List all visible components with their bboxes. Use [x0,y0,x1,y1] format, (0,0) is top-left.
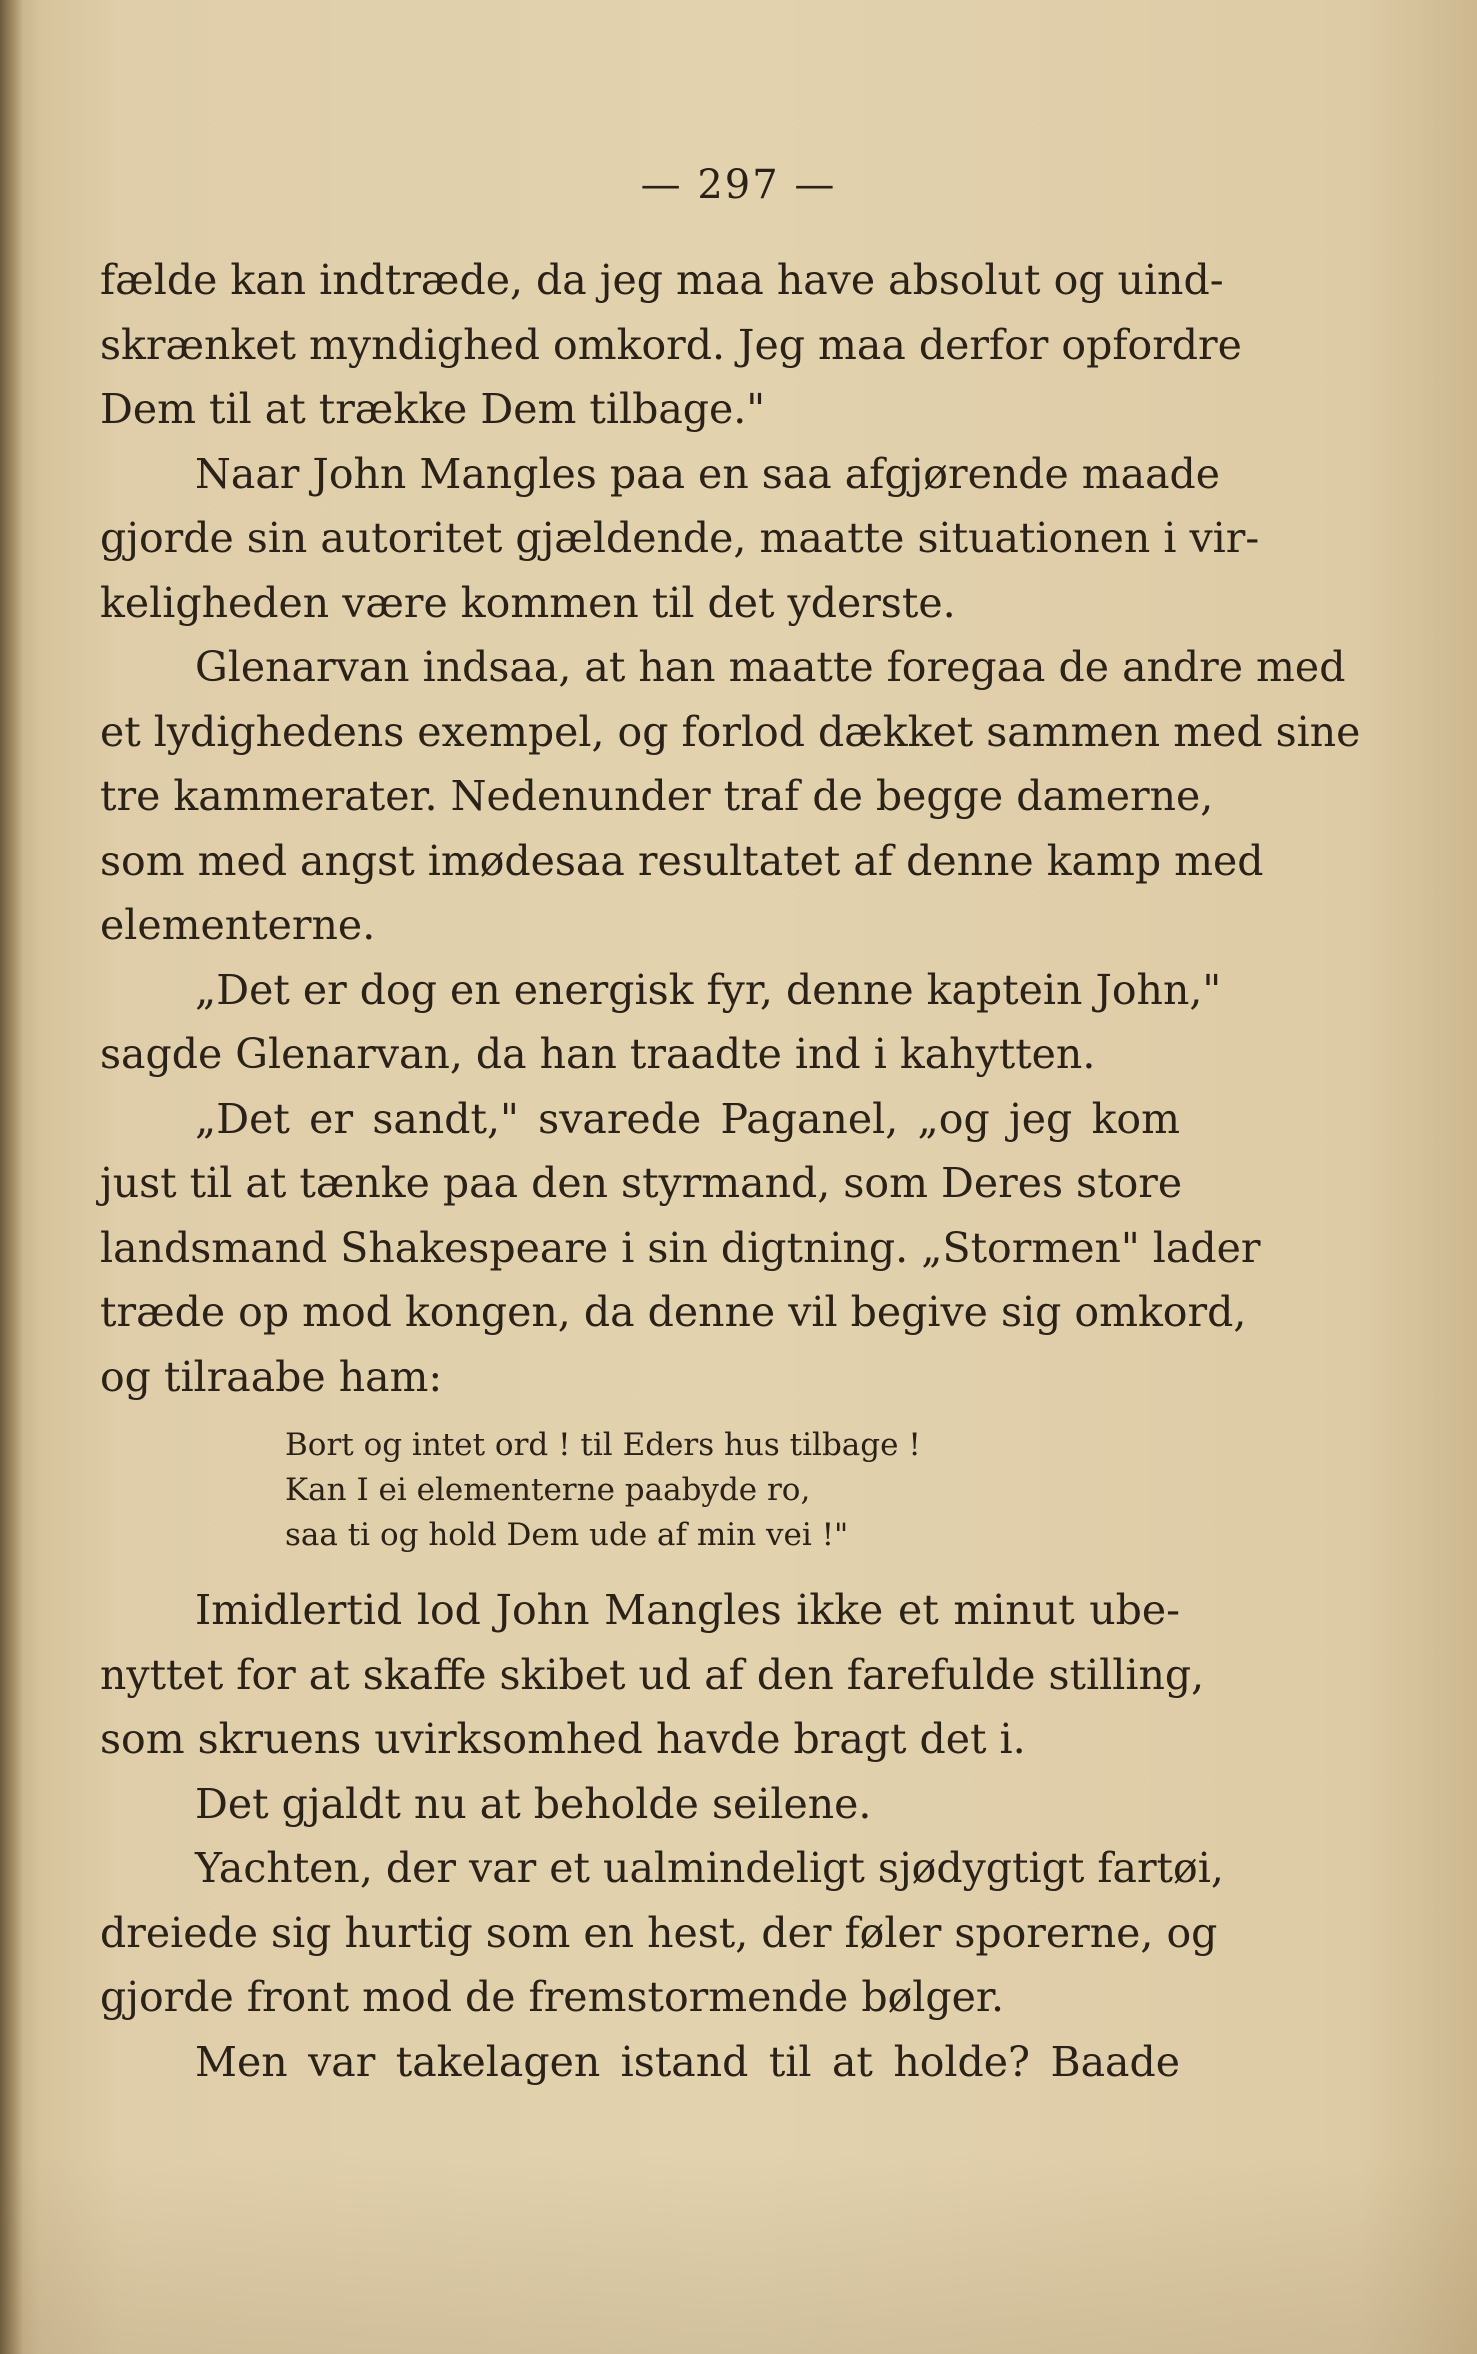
text-line: „Det er dog en energisk fyr, denne kaptein John," [195,965,1222,1014]
text-line: gjorde sin autoritet gjældende, maatte situationen i vir- [100,514,1260,562]
text-line: Naar John Mangles paa en saa afgjørende maade [195,449,1221,498]
text-line: som med angst imødesaa resultatet af denne kamp med [100,836,1264,885]
text-line: fælde kan indtræde, da jeg maa have absolut og uind- [100,256,1224,304]
text-line: træde op mod kongen, da denne vil begive sig omkord, [100,1288,1247,1336]
text-line: som skruens uvirksomhed havde bragt det i. [100,1715,1026,1763]
text-line: Yachten, der var et ualmindeligt sjødygtigt fartøi, [195,1844,1224,1892]
text-line: Det gjaldt nu at beholde seilene. [195,1779,872,1828]
verse-quote [100,1423,1180,1558]
text-line: landsmand Shakespeare i sin digtning. „Stormen" lader [100,1223,1261,1272]
text-line: skrænket myndighed omkord. Jeg maa derfor opfordre [100,320,1242,369]
text-line: Men var takelagen istand til at holde? Baade [195,2037,1180,2086]
text-line: et lydighedens exempel, og forlod dækket sammen med sine [100,707,1361,756]
page-bottom-shade [0,2154,1477,2354]
paragraphs-before-verse [100,248,1361,1409]
page-number: — 297 — [640,162,837,208]
text-line: gjorde front mod de fremstormende bølger. [100,1973,1005,2021]
text-line: elementerne. [100,901,376,949]
verse-line: saa ti og hold Dem ude af min vei !" [285,1517,849,1553]
text-line: Glenarvan indsaa, at han maatte foregaa de andre med [195,643,1346,691]
text-line: tre kammerater. Nedenunder traf de begge damerne, [100,772,1214,820]
text-line: og tilraabe ham: [100,1352,443,1401]
text-line: dreiede sig hurtig som en hest, der føler sporerne, og [100,1908,1218,1957]
text-line: „Det er sandt," svarede Paganel, „og jeg kom [195,1094,1180,1143]
text-line: Dem til at trække Dem tilbage." [100,385,766,433]
text-line: sagde Glenarvan, da han traadte ind i kahytten. [100,1030,1096,1078]
text-line: Imidlertid lod John Mangles ikke et minut ube- [195,1586,1180,1634]
text-line: keligheden være kommen til det yderste. [100,578,956,627]
text-line: just til at tænke paa den styrmand, som Deres store [100,1159,1183,1207]
verse-line: Kan I ei elementerne paabyde ro, [285,1472,811,1508]
body-text [100,248,1361,2094]
book-spine-shadow [0,0,22,2354]
paragraphs-after-verse [100,1578,1224,2094]
text-line: nyttet for at skaffe skibet ud af den farefulde stilling, [100,1650,1205,1699]
verse-line: Bort og intet ord ! til Eders hus tilbage ! [285,1427,921,1463]
